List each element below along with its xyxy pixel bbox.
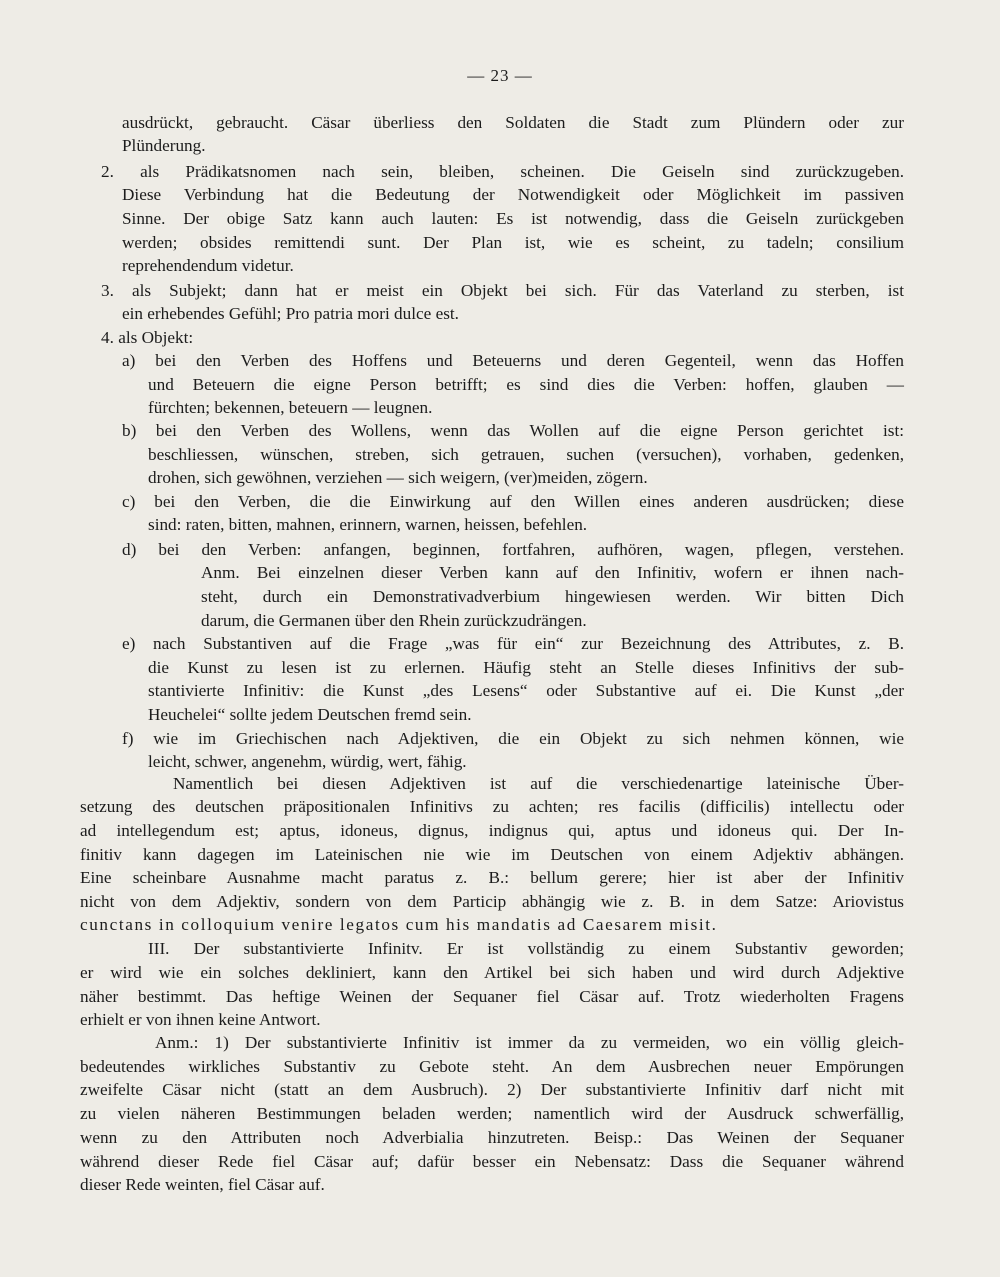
text-line: Anm.: 1) Der substantivierte Infinitiv ist immer da zu vermeiden, wo ein völlig gleich-: [155, 1033, 904, 1052]
text-line: werden; obsides remittendi sunt. Der Plan ist, wie es scheint, zu tadeln; consilium: [122, 233, 904, 252]
text-line: c) bei den Verben, die die Einwirkung auf den Willen eines anderen ausdrücken; diese: [122, 492, 904, 511]
text-line: Plünderung.: [122, 136, 206, 155]
text-line: a) bei den Verben des Hoffens und Beteuerns und deren Gegenteil, wenn das Hoffen: [122, 351, 904, 370]
text-line: e) nach Substantiven auf die Frage „was für ein“ zur Bezeichnung des Attributes, z. B.: [122, 634, 904, 653]
text-line: stantivierte Infinitiv: die Kunst „des Lesens“ oder Substantive auf ei. Die Kunst „der: [148, 681, 904, 700]
text-line: d) bei den Verben: anfangen, beginnen, fortfahren, aufhören, wagen, pflegen, verstehen.: [122, 540, 904, 559]
text-line: während dieser Rede fiel Cäsar auf; dafür besser ein Nebensatz: Dass die Sequaner während: [80, 1152, 904, 1171]
text-line: Sinne. Der obige Satz kann auch lauten: Es ist notwendig, dass die Geiseln zurückgeben: [122, 209, 904, 228]
text-line: Heuchelei“ sollte jedem Deutschen fremd sein.: [148, 705, 472, 724]
text-line: Namentlich bei diesen Adjektiven ist auf die verschiedenartige lateinische Über-: [173, 774, 904, 793]
text-line: f) wie im Griechischen nach Adjektiven, die ein Objekt zu sich nehmen können, wie: [122, 729, 904, 748]
text-line: 2. als Prädikatsnomen nach sein, bleiben, scheinen. Die Geiseln sind zurückzugeben.: [101, 162, 904, 181]
text-line: die Kunst zu lesen ist zu erlernen. Häufig steht an Stelle dieses Infinitivs der sub-: [148, 658, 904, 677]
text-line: reprehendendum videtur.: [122, 256, 294, 275]
text-line: dieser Rede weinten, fiel Cäsar auf.: [80, 1175, 325, 1194]
text-line: näher bestimmt. Das heftige Weinen der Sequaner fiel Cäsar auf. Trotz wiederholten Fragens: [80, 987, 904, 1006]
text-line: III. Der substantivierte Infinitv. Er ist vollständig zu einem Substantiv geworden;: [148, 939, 904, 958]
text-line: beschliessen, wünschen, streben, sich getrauen, suchen (versuchen), vorhaben, gedenken,: [148, 445, 904, 464]
text-line: wenn zu den Attributen noch Adverbialia hinzutreten. Beisp.: Das Weinen der Sequaner: [80, 1128, 904, 1147]
text-line: fürchten; bekennen, beteuern — leugnen.: [148, 398, 433, 417]
text-line: Eine scheinbare Ausnahme macht paratus z. B.: bellum gerere; hier ist aber der Infinitiv: [80, 868, 904, 887]
text-line: b) bei den Verben des Wollens, wenn das Wollen auf die eigne Person gerichtet ist:: [122, 421, 904, 440]
text-line: 4. als Objekt:: [101, 328, 194, 347]
text-line: und Beteuern die eigne Person betrifft; es sind dies die Verben: hoffen, glauben —: [148, 375, 904, 394]
text-line: finitiv kann dagegen im Lateinischen nie wie im Deutschen von einem Adjektiv abhängen.: [80, 845, 904, 864]
text-line: leicht, schwer, angenehm, würdig, wert, fähig.: [148, 752, 467, 771]
text-line: cunctans in colloquium venire legatos cum his mandatis ad Caesarem misit.: [80, 915, 718, 934]
text-line: nicht von dem Adjektiv, sondern von dem Particip abhängig wie z. B. in dem Satze: Ariovistus: [80, 892, 904, 911]
text-line: ausdrückt, gebraucht. Cäsar überliess den Soldaten die Stadt zum Plündern oder zur: [122, 113, 904, 132]
text-line: Diese Verbindung hat die Bedeutung der Notwendigkeit oder Möglichkeit im passiven: [122, 185, 904, 204]
text-line: setzung des deutschen präpositionalen Infinitivs zu achten; res facilis (difficilis) intellectu oder: [80, 797, 904, 816]
text-line: 3. als Subjekt; dann hat er meist ein Objekt bei sich. Für das Vaterland zu sterben, ist: [101, 281, 904, 300]
text-line: zweifelte Cäsar nicht (statt an dem Ausbruch). 2) Der substantivierte Infinitiv darf nicht mit: [80, 1080, 904, 1099]
text-line: zu vielen näheren Bestimmungen beladen werden; namentlich wird der Ausdruck schwerfällig,: [80, 1104, 904, 1123]
text-line: sind: raten, bitten, mahnen, erinnern, warnen, heissen, befehlen.: [148, 515, 588, 534]
text-line: Anm. Bei einzelnen dieser Verben kann auf den Infinitiv, wofern er ihnen nach-: [201, 563, 904, 582]
text-line: ad intellegendum est; aptus, idoneus, dignus, indignus qui, aptus und idoneus qui. Der In-: [80, 821, 904, 840]
text-line: bedeutendes wirkliches Substantiv zu Gebote steht. An dem Ausbrechen neuer Empörungen: [80, 1057, 904, 1076]
text-line: darum, die Germanen über den Rhein zurückzudrängen.: [201, 611, 587, 630]
text-line: steht, durch ein Demonstrativadverbium hingewiesen werden. Wir bitten Dich: [201, 587, 904, 606]
text-line: er wird wie ein solches dekliniert, kann den Artikel bei sich haben und wird durch Adjektive: [80, 963, 904, 982]
text-line: ein erhebendes Gefühl; Pro patria mori dulce est.: [122, 304, 459, 323]
text-line: erhielt er von ihnen keine Antwort.: [80, 1010, 321, 1029]
text-line: drohen, sich gewöhnen, verziehen — sich weigern, (ver)meiden, zögern.: [148, 468, 648, 487]
page-number: — 23 —: [467, 66, 533, 85]
